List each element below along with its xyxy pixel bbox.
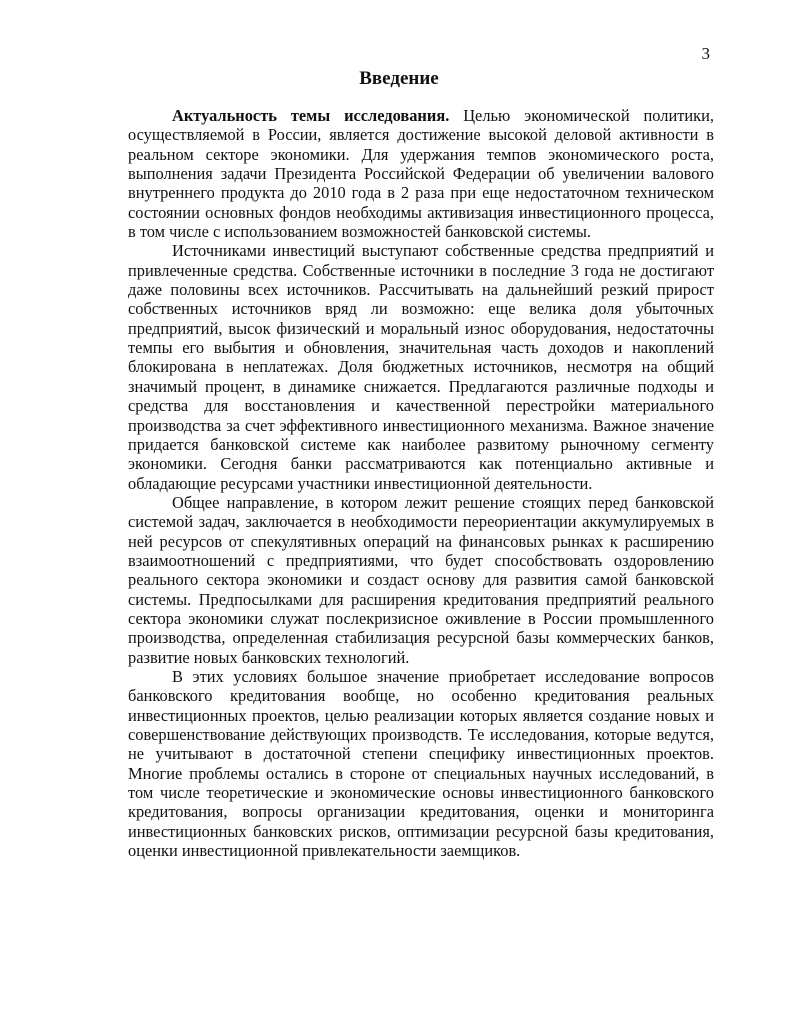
paragraph-lead: Актуальность темы исследования. [172,106,450,125]
body-text [128,106,714,860]
page-title: Введение [359,68,439,89]
paragraph: Общее направление, в котором лежит решение стоящих перед банковской системой задач, заключается в необходимости переориентации аккумулируемых в ней ресурсов от спекулятивных операций на финансовых рынках к расширению взаимоотношений с предприятиями, что будет способствовать оздоровлению реального сектора экономики и создаст основу для развития самой банковской системы. Предпосылками для расширения кредитования предприятий реального сектора экономики служат послекризисное оживление в России промышленного производства, определенная стабилизация ресурсной базы коммерческих банков, развитие новых банковских технологий. [128,492,714,667]
paragraph-text: Целью экономической политики, осуществляемой в России, является достижение высокой деловой активности в реальном секторе экономики. Для удержания темпов экономического роста, выполнения задачи Президента Российской Федерации об увеличении валового внутреннего продукта до 2010 года в 2 раза при еще недостаточном техническом состоянии основных фондов необходимы активизация инвестиционного процесса, в том числе с использованием возможностей банковской системы. [128,106,715,242]
page-number: 3 [701,44,710,63]
paragraph: В этих условиях большое значение приобретает исследование вопросов банковского кредитования вообще, но особенно кредитования реальных инвестиционных проектов, целью реализации которых является создание новых и совершенствование действующих производств. Те исследования, которые ведутся, не учитывают в достаточной степени специфику инвестиционных проектов. Многие проблемы остались в стороне от специальных научных исследований, в том числе теоретические и экономические основы инвестиционного банковского кредитования, вопросы организации кредитования, оценки и мониторинга инвестиционных банковских рисков, оптимизации ресурсной базы кредитования, оценки инвестиционной привлекательности заемщиков. [128,666,714,861]
paragraph: Источниками инвестиций выступают собственные средства предприятий и привлеченные средства. Собственные источники в последние 3 года не достигают даже половины всех источников. Рассчитывать на дальнейший резкий прирост собственных источников вряд ли возможно: еще велика доля убыточных предприятий, высок физический и моральный износ оборудования, недостаточны темпы его выбытия и обновления, значительная часть доходов и накоплений блокирована в неплатежах. Доля бюджетных источников, несмотря на общий значимый процент, в динамике снижается. Предлагаются различные подходы и средства для восстановления и качественной перестройки материального производства за счет эффективного инвестиционного механизма. Важное значение придается банковской системе как наиболее развитому рыночному сегменту экономики. Сегодня банки рассматриваются как потенциально активные и обладающие ресурсами участники инвестиционной деятельности. [128,241,714,493]
paragraph [128,106,714,241]
